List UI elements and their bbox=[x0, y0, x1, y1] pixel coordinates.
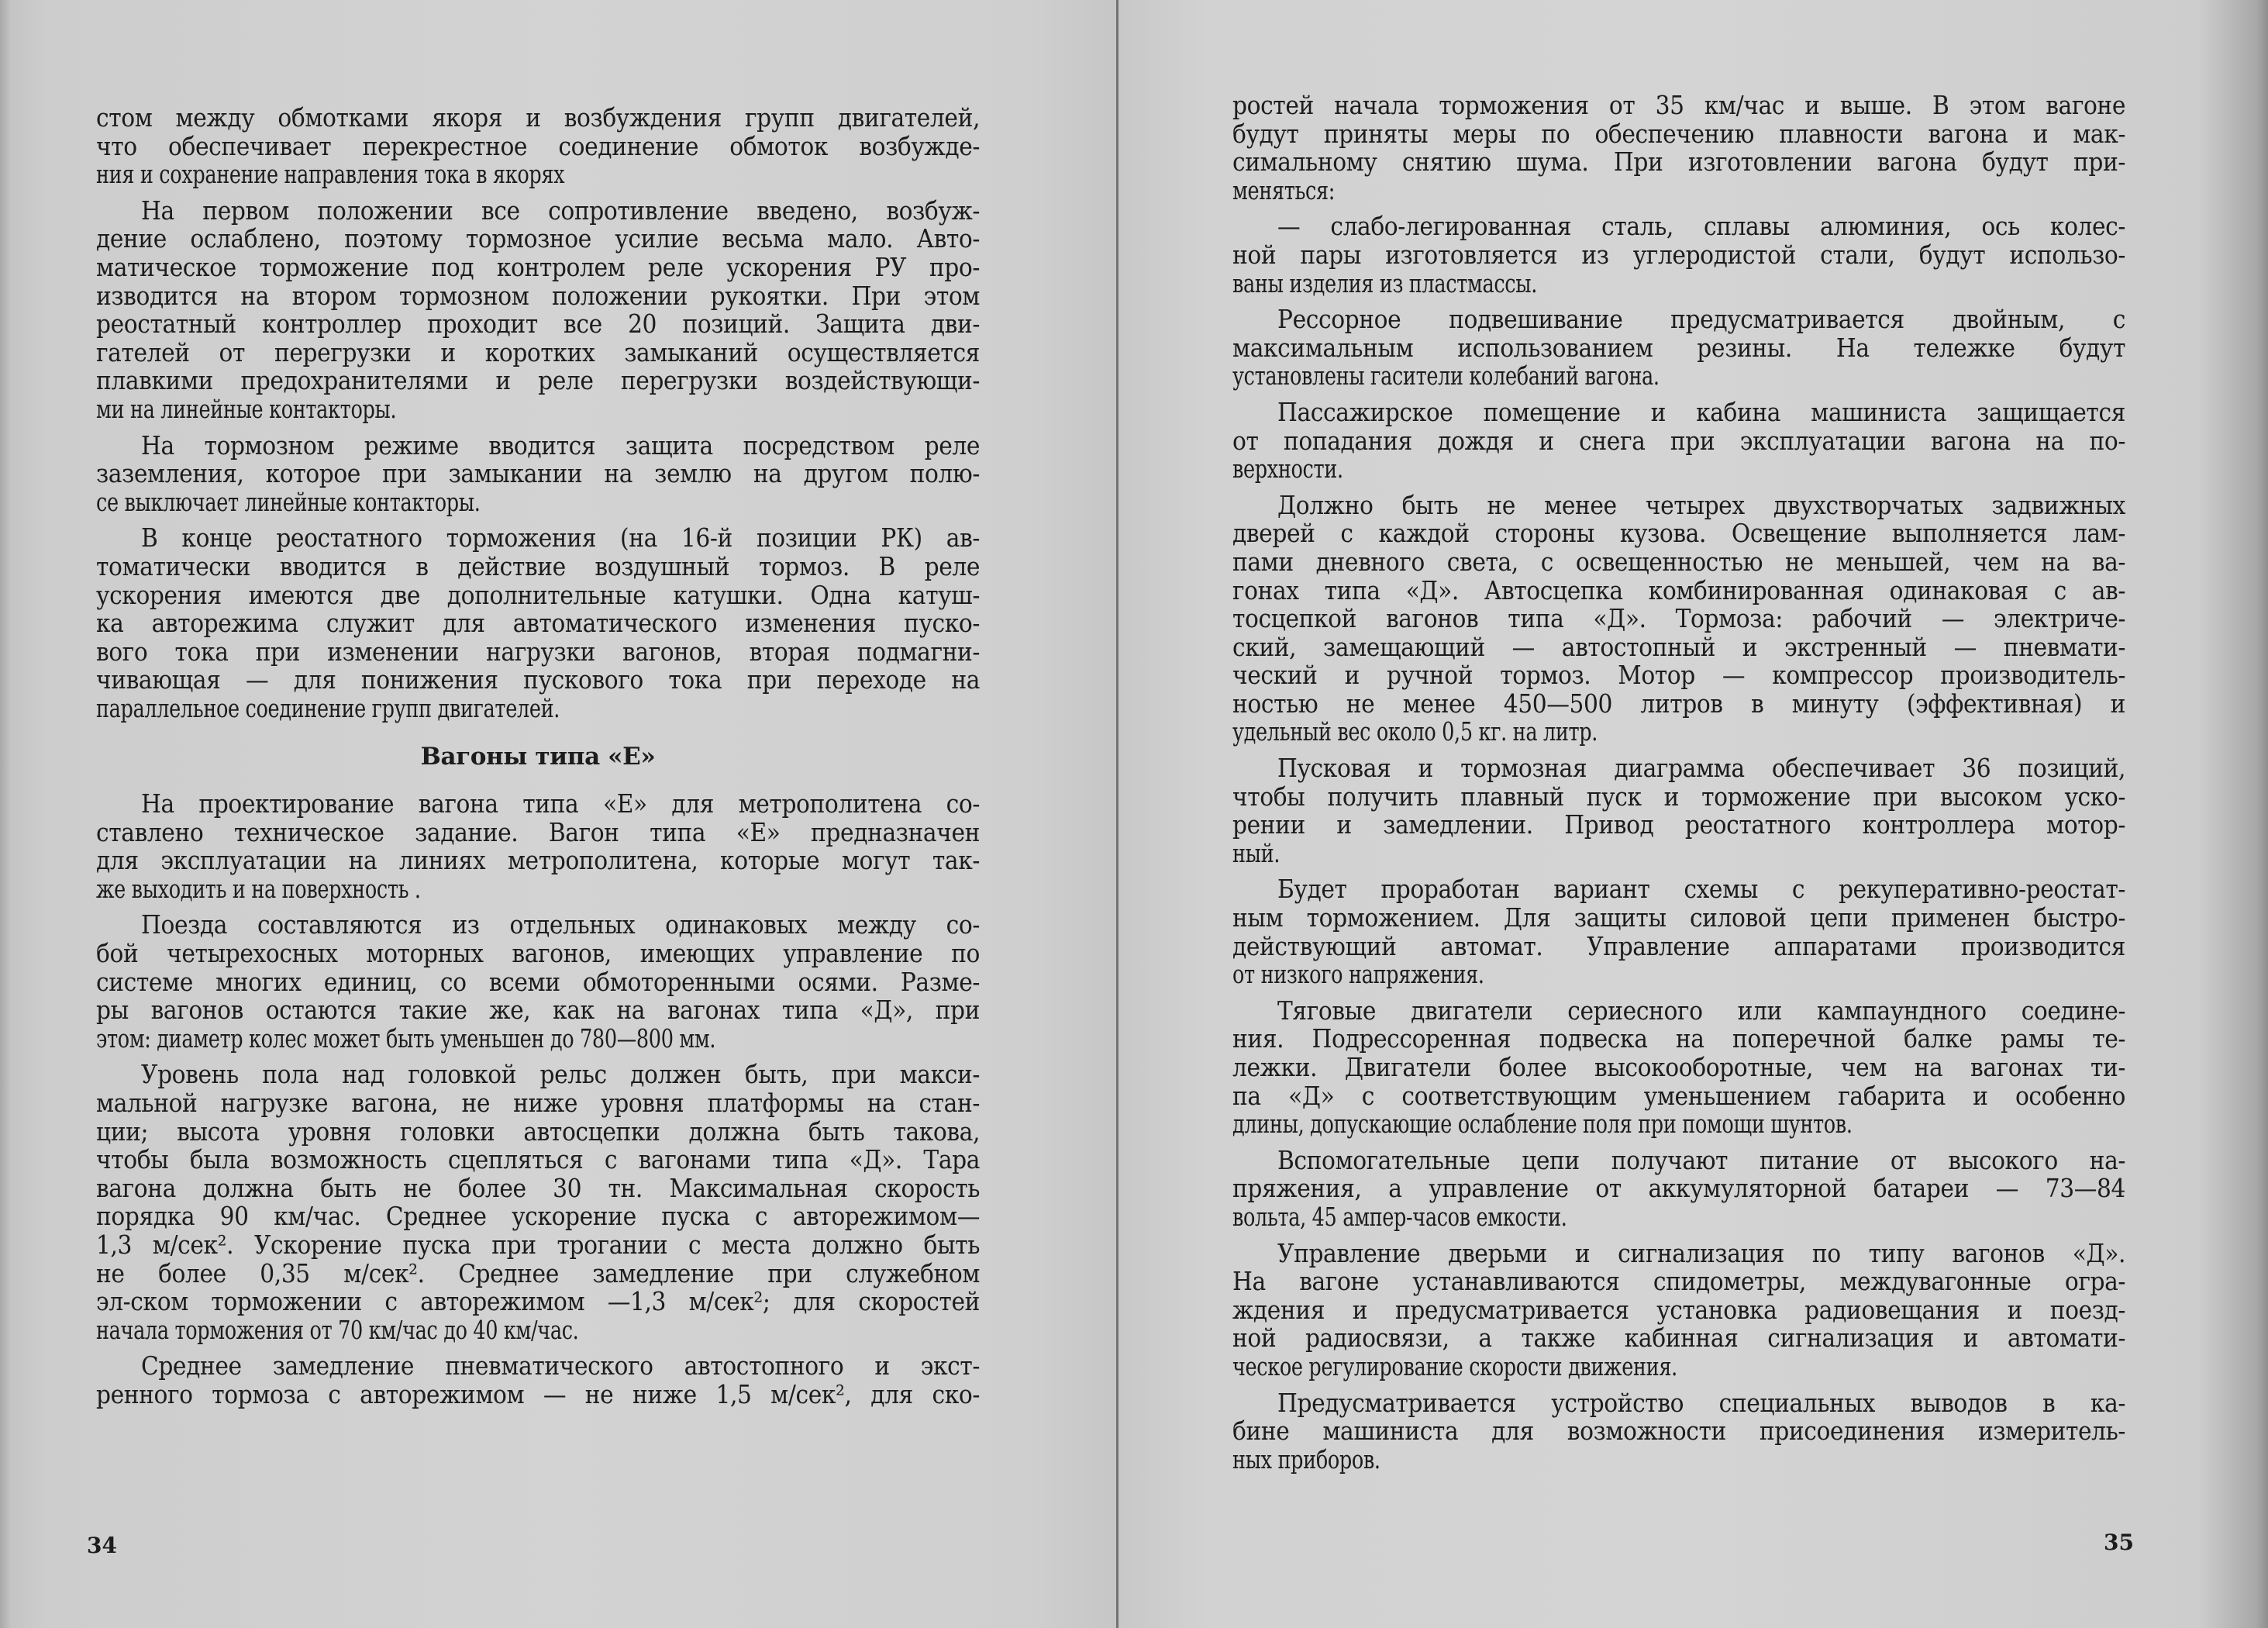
text-line: На проектирование вагона типа «Е» для метрополитена со- bbox=[141, 788, 980, 819]
text-line: дверей с каждой стороны кузова. Освещение выполняется лам- bbox=[1232, 518, 2125, 549]
text-line: верхности. bbox=[1232, 454, 1343, 485]
text-line: этом: диаметр колес может быть уменьшен до 780—800 мм. bbox=[96, 1023, 716, 1054]
text-line: гонах типа «Д». Автосцепка комбинированная одинаковая с ав- bbox=[1232, 574, 2125, 605]
text-line: максимальным использованием резины. На тележке будут bbox=[1232, 332, 2125, 363]
paragraph bbox=[1232, 997, 2125, 1139]
text-line: заземления, которое при замыкании на землю на другом полю- bbox=[96, 458, 980, 489]
paragraph bbox=[1232, 875, 2125, 988]
text-line: вольта, 45 ампер-часов емкости. bbox=[1232, 1201, 1567, 1232]
text-line: Пассажирское помещение и кабина машиниста защищается bbox=[1277, 396, 2125, 427]
text-line: Среднее замедление пневматического автостопного и экст- bbox=[141, 1350, 980, 1381]
text-line: пами дневного света, с освещенностью не меньшей, чем на ва- bbox=[1232, 546, 2125, 577]
text-line: На вагоне устанавливаются спидометры, междувагонные огра- bbox=[1232, 1266, 2125, 1297]
paragraph bbox=[1232, 212, 2125, 298]
text-line: лежки. Двигатели более высокооборотные, чем на вагонах ти- bbox=[1232, 1052, 2125, 1082]
text-line: Поезда составляются из отдельных одинаковых между со- bbox=[141, 909, 980, 940]
text-line: 1,3 м/сек². Ускорение пуска при трогании с места должно быть bbox=[96, 1229, 980, 1260]
text-line: ренного тормоза с авторежимом — не ниже 1,5 м/сек², для ско- bbox=[96, 1378, 980, 1409]
paragraph bbox=[1232, 489, 2125, 747]
paragraph bbox=[96, 104, 980, 189]
text-line: Предусматривается устройство специальных выводов в ка- bbox=[1277, 1387, 2125, 1418]
left-page bbox=[0, 0, 1118, 1628]
text-line: начала торможения от 70 км/час до 40 км/час. bbox=[96, 1314, 579, 1345]
text-line: ческое регулирование скорости движения. bbox=[1232, 1350, 1677, 1381]
text-line: ждения и предусматривается установка радиовещания и поезд- bbox=[1232, 1294, 2125, 1325]
paragraph bbox=[96, 429, 980, 517]
text-line: от низкого напряжения. bbox=[1232, 959, 1484, 990]
paragraph bbox=[96, 197, 980, 424]
text-line: изводится на втором тормозном положении рукоятки. При этом bbox=[96, 280, 980, 311]
text-line: же выходить и на поверхность . bbox=[96, 873, 421, 904]
text-line: бине машиниста для возможности присоединения измеритель- bbox=[1232, 1416, 2125, 1447]
left-page-text bbox=[96, 104, 980, 1409]
text-line: эл-ском торможении с авторежимом —1,3 м/сек²; для скоростей bbox=[96, 1286, 980, 1317]
paragraph bbox=[1232, 91, 2125, 205]
text-line: па «Д» с соответствующим уменьшением габарита и особенно bbox=[1232, 1080, 2125, 1111]
page-number: 34 bbox=[87, 1533, 117, 1558]
page-number: 35 bbox=[2104, 1530, 2134, 1555]
text-line: ных приборов. bbox=[1232, 1443, 1380, 1475]
text-line: чтобы была возможность сцепляться с вагонами типа «Д». Тара bbox=[96, 1144, 980, 1175]
text-line: В конце реостатного торможения (на 16-й позиции РК) ав- bbox=[141, 523, 980, 554]
text-line: вагона должна быть не более 30 тн. Максимальная скорость bbox=[96, 1172, 980, 1203]
text-line: ческий и ручной тормоз. Мотор — компрессор производитель- bbox=[1232, 660, 2125, 691]
text-line: ваны изделия из пластмассы. bbox=[1232, 267, 1537, 298]
text-line: Будет проработан вариант схемы с рекуперативно-реостат- bbox=[1277, 874, 2125, 905]
text-line: параллельное соединение групп двигателей. bbox=[96, 692, 560, 723]
text-line: дение ослаблено, поэтому тормозное усилие весьма мало. Авто- bbox=[96, 223, 980, 254]
text-line: мальной нагрузке вагона, не ниже уровня платформы на стан- bbox=[96, 1088, 980, 1118]
text-line: чивающая — для понижения пускового тока при переходе на bbox=[96, 664, 980, 695]
text-line: ростей начала торможения от 35 км/час и выше. В этом вагоне bbox=[1232, 90, 2125, 120]
text-line: ной радиосвязи, а также кабинная сигнализация и автомати- bbox=[1232, 1323, 2125, 1354]
text-line: се выключает линейные контакторы. bbox=[96, 486, 481, 517]
text-line: — слабо-легированная сталь, сплавы алюминия, ось колес- bbox=[1277, 211, 2125, 242]
text-line: томатически вводится в действие воздушный тормоз. В реле bbox=[96, 550, 980, 581]
text-line: ции; высота уровня головки автосцепки должна быть такова, bbox=[96, 1116, 980, 1147]
text-line: меняться: bbox=[1232, 174, 1336, 205]
paragraph bbox=[96, 911, 980, 1053]
text-line: Рессорное подвешивание предусматривается двойным, с bbox=[1277, 304, 2125, 335]
text-line: Должно быть не менее четырех двухстворчатых задвижных bbox=[1277, 489, 2125, 520]
paragraph bbox=[1232, 754, 2125, 867]
paragraph bbox=[1232, 1144, 2125, 1232]
text-line: ния. Подрессоренная подвеска на поперечной балке рамы те- bbox=[1232, 1023, 2125, 1054]
text-line: Уровень пола над головкой рельс должен быть, при макси- bbox=[141, 1059, 980, 1090]
text-line: ускорения имеются две дополнительные катушки. Одна катуш- bbox=[96, 579, 980, 610]
text-line: плавкими предохранителями и реле перегрузки воздействующи- bbox=[96, 365, 980, 396]
paragraph bbox=[1232, 305, 2125, 391]
paragraph bbox=[96, 1352, 980, 1409]
text-line: ка авторежима служит для автоматического изменения пуско- bbox=[96, 608, 980, 639]
right-page bbox=[1118, 0, 2268, 1628]
text-line: реостатный контроллер проходит все 20 позиций. Защита дви- bbox=[96, 309, 980, 340]
text-line: удельный вес около 0,5 кг. на литр. bbox=[1232, 716, 1598, 747]
text-line: рении и замедлении. Привод реостатного контроллера мотор- bbox=[1232, 809, 2125, 840]
text-line: ры вагонов остаются такие же, как на вагонах типа «Д», при bbox=[96, 995, 980, 1026]
book-gutter bbox=[1116, 0, 1118, 1628]
right-page-text bbox=[1232, 91, 2125, 1474]
text-line: порядка 90 км/час. Среднее ускорение пуска с авторежимом— bbox=[96, 1201, 980, 1232]
text-line: ставлено техническое задание. Вагон типа «Е» предназначен bbox=[96, 816, 980, 847]
text-line: пряжения, а управление от аккумуляторной батареи — 73—84 bbox=[1232, 1173, 2125, 1204]
text-line: установлены гасители колебаний вагона. bbox=[1232, 360, 1660, 391]
text-line: симальному снятию шума. При изготовлении вагона будут при- bbox=[1232, 147, 2125, 178]
text-line: длины, допускающие ослабление поля при помощи шунтов. bbox=[1232, 1109, 1853, 1140]
text-line: Управление дверьми и сигнализация по типу вагонов «Д». bbox=[1277, 1237, 2125, 1268]
text-line: действующий автомат. Управление аппаратами производится bbox=[1232, 930, 2125, 961]
text-line: что обеспечивает перекрестное соединение обмоток возбужде- bbox=[96, 130, 980, 161]
text-line: тосцепкой вагонов типа «Д». Тормоза: рабочий — электриче- bbox=[1232, 603, 2125, 634]
section-heading: Вагоны типа «Е» bbox=[420, 743, 656, 771]
text-line: ностью не менее 450—500 литров в минуту (эффективная) и bbox=[1232, 688, 2125, 719]
text-line: Тяговые двигатели сериесного или кампаундного соедине- bbox=[1277, 995, 2125, 1026]
paragraph bbox=[96, 1061, 980, 1344]
text-line: стом между обмотками якоря и возбуждения групп двигателей, bbox=[96, 102, 980, 133]
text-line: Пусковая и тормозная диаграмма обеспечивает 36 позиций, bbox=[1277, 753, 2125, 784]
text-line: от попадания дождя и снега при эксплуатации вагона на по- bbox=[1232, 425, 2125, 456]
text-line: бой четырехосных моторных вагонов, имеющих управление по bbox=[96, 938, 980, 969]
text-line: ский, замещающий — автостопный и экстренный — пневмати- bbox=[1232, 631, 2125, 662]
text-line: для эксплуатации на линиях метрополитена, которые могут так- bbox=[96, 845, 980, 876]
text-line: не более 0,35 м/сек². Среднее замедление при служебном bbox=[96, 1257, 980, 1288]
text-line: На первом положении все сопротивление введено, возбуж- bbox=[141, 195, 980, 226]
text-line: будут приняты меры по обеспечению плавности вагона и мак- bbox=[1232, 118, 2125, 149]
text-line: вого тока при изменении нагрузки вагонов, вторая подмагни- bbox=[96, 636, 980, 667]
text-line: гателей от перегрузки и коротких замыканий осуществляется bbox=[96, 336, 980, 367]
text-line: чтобы получить плавный пуск и торможение при высоком уско- bbox=[1232, 781, 2125, 812]
text-line: Вспомогательные цепи получают питание от высокого на- bbox=[1277, 1144, 2125, 1175]
text-line: На тормозном режиме вводится защита посредством реле bbox=[141, 429, 980, 460]
text-line: ния и сохранение направления тока в якорях bbox=[96, 159, 565, 190]
paragraph bbox=[96, 790, 980, 903]
paragraph bbox=[96, 524, 980, 723]
paragraph bbox=[1232, 1237, 2125, 1381]
text-line: ной пары изготовляется из углеродистой стали, будут использо- bbox=[1232, 239, 2125, 270]
text-line: ный. bbox=[1232, 837, 1280, 868]
paragraph bbox=[1232, 398, 2125, 484]
text-line: системе многих единиц, со всеми обмоторенными осями. Разме- bbox=[96, 966, 980, 997]
text-line: ми на линейные контакторы. bbox=[96, 393, 397, 424]
paragraph bbox=[1232, 1389, 2125, 1475]
text-line: матическое торможение под контролем реле ускорения РУ про- bbox=[96, 251, 980, 282]
text-line: ным торможением. Для защиты силовой цепи применен быстро- bbox=[1232, 902, 2125, 933]
